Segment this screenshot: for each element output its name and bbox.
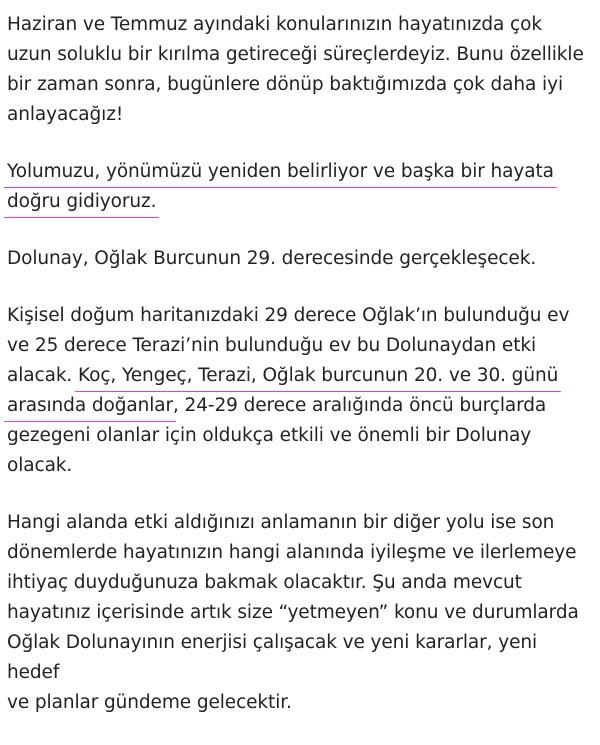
- paragraph-4: [7, 301, 595, 481]
- highlighted-text: Koç, Yengeç, Terazi, Oğlak burcunun 20. ve 30. günü: [78, 365, 559, 386]
- text-line: Haziran ve Temmuz ayındaki konularınızın hayatınızda çok: [7, 14, 542, 35]
- text-line: Oğlak Dolunayının enerjisi çalışacak ve yeni kararlar, yeni hedef: [7, 632, 538, 683]
- highlighted-text: Yolumuzu, yönümüzü yeniden belirliyor ve başka bir hayata: [7, 161, 554, 182]
- paragraph-3: [7, 244, 595, 274]
- text-line: Dolunay, Oğlak Burcunun 29. derecesinde gerçekleşecek.: [7, 248, 537, 269]
- text-line: ihtiyaç duyduğunuza bakmak olacaktır. Şu anda mevcut: [7, 572, 522, 593]
- text-line: uzun soluklu bir kırılma getireceği süreçlerdeyiz. Bunu özellikle: [7, 44, 584, 65]
- text-line: Hangi alanda etki aldığınızı anlamanın bir diğer yolu ise son: [7, 512, 555, 533]
- text-line: hayatınız içerisinde artık size “yetmeyen” konu ve durumlarda: [7, 602, 579, 623]
- text-line: gezegeni olanlar için oldukça etkili ve önemli bir Dolunay: [7, 425, 532, 446]
- paragraph-1: [7, 10, 595, 130]
- text-line: ve 25 derece Terazi’nin bulunduğu ev bu Dolunaydan etki: [7, 335, 537, 356]
- text-line: olacak.: [7, 455, 73, 476]
- paragraph-2: [7, 157, 595, 217]
- paragraph-5: [7, 508, 595, 718]
- text-line: , 24-29 derece aralığında öncü burçlarda: [173, 395, 547, 416]
- text-line: Kişisel doğum haritanızdaki 29 derece Oğlak’ın bulunduğu ev: [7, 305, 570, 326]
- article-body: [7, 10, 595, 745]
- text-line: dönemlerde hayatınızın hangi alanında iyileşme ve ilerlemeye: [7, 542, 577, 563]
- text-line: anlayacağız!: [7, 104, 124, 125]
- text-line: bir zaman sonra, bugünlere dönüp baktığımızda çok daha iyi: [7, 74, 563, 95]
- text-line: alacak.: [7, 365, 78, 386]
- text-line: ve planlar gündeme gelecektir.: [7, 692, 292, 713]
- highlighted-text: doğru gidiyoruz.: [7, 191, 157, 212]
- highlighted-text: arasında doğanlar: [7, 395, 173, 416]
